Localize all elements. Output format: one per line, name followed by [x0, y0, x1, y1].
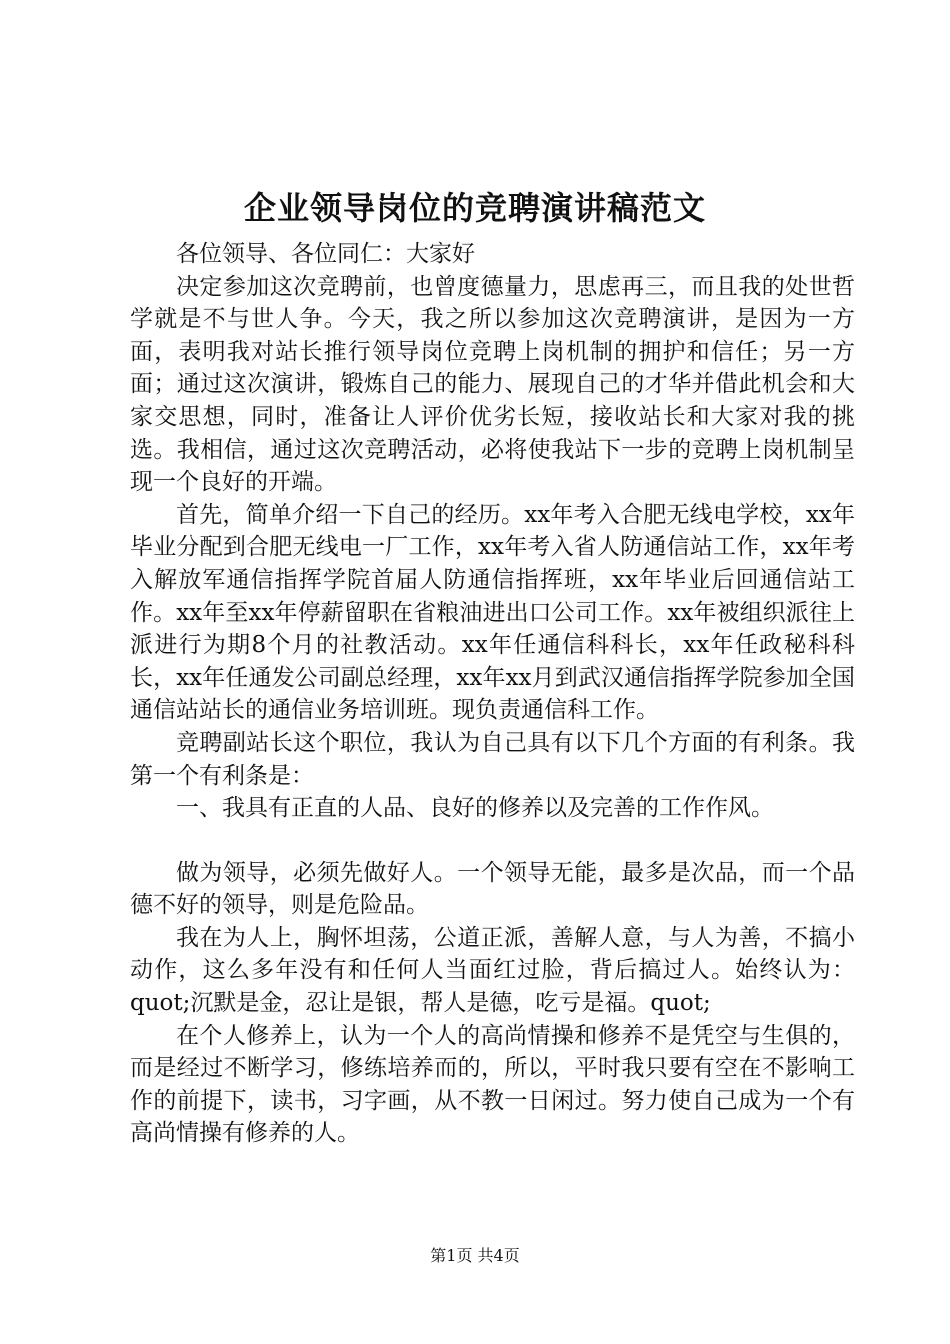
paragraph-self-cultivation: 在个人修养上，认为一个人的高尚情操和修养不是凭空与生俱的，而是经过不断学习，修练培养而的，所以，平时我只要有空在不影响工作的前提下，读书，习字画，从不教一日闲过。努力使自己成为一个有高尚情操有修养的人。 — [130, 1022, 855, 1147]
paragraph-motivation: 决定参加这次竞聘前，也曾度德量力，思虑再三，而且我的处世哲学就是不与世人争。今天，我之所以参加这次竞聘演讲，是因为一方面，表明我对站长推行领导岗位竞聘上岗机制的拥护和信任；另一方面；通过这次演讲，锻炼自己的能力、展现自己的才华并借此机会和大家交思想，同时，准备让人评价优劣长短，接收站长和大家对我的挑选。我相信，通过这次竞聘活动，必将使我站下一步的竞聘上岗机制呈现一个良好的开端。 — [130, 273, 855, 496]
paragraph-advantages-intro: 竞聘副站长这个职位，我认为自己具有以下几个方面的有利条。我第一个有利条是： — [130, 729, 855, 789]
paragraph-greeting: 各位领导、各位同仁：大家好 — [176, 241, 475, 267]
paragraph-leadership: 做为领导，必须先做好人。一个领导无能，最多是次品，而一个品德不好的领导，则是危险品。 — [130, 859, 855, 919]
page-number-footer: 第1页 共4页 — [430, 1246, 520, 1265]
paragraph-character: 我在为人上，胸怀坦荡，公道正派，善解人意，与人为善，不搞小动作，这么多年没有和任何人当面红过脸，背后搞过人。始终认为：quot;沉默是金，忍让是银，帮人是德，吃亏是福。quot; — [130, 924, 855, 1017]
document-body — [130, 238, 855, 1150]
paragraph-experience: 首先，简单介绍一下自己的经历。xx年考入合肥无线电学校，xx年毕业分配到合肥无线电一厂工作，xx年考入省人防通信站工作，xx年考入解放军通信指挥学院首届人防通信指挥班，xx年毕业后回通信站工作。xx年至xx年停薪留职在省粮油进出口公司工作。xx年被组织派往上派进行为期8个月的社教活动。xx年任通信科科长，xx年任政秘科科长，xx年任通发公司副总经理，xx年xx月到武汉通信指挥学院参加全国通信站站长的通信业务培训班。现负责通信科工作。 — [130, 501, 855, 724]
document-title: 企业领导岗位的竞聘演讲稿范文 — [243, 189, 706, 227]
paragraph-first-advantage: 一、我具有正直的人品、良好的修养以及完善的工作作风。 — [176, 795, 774, 822]
